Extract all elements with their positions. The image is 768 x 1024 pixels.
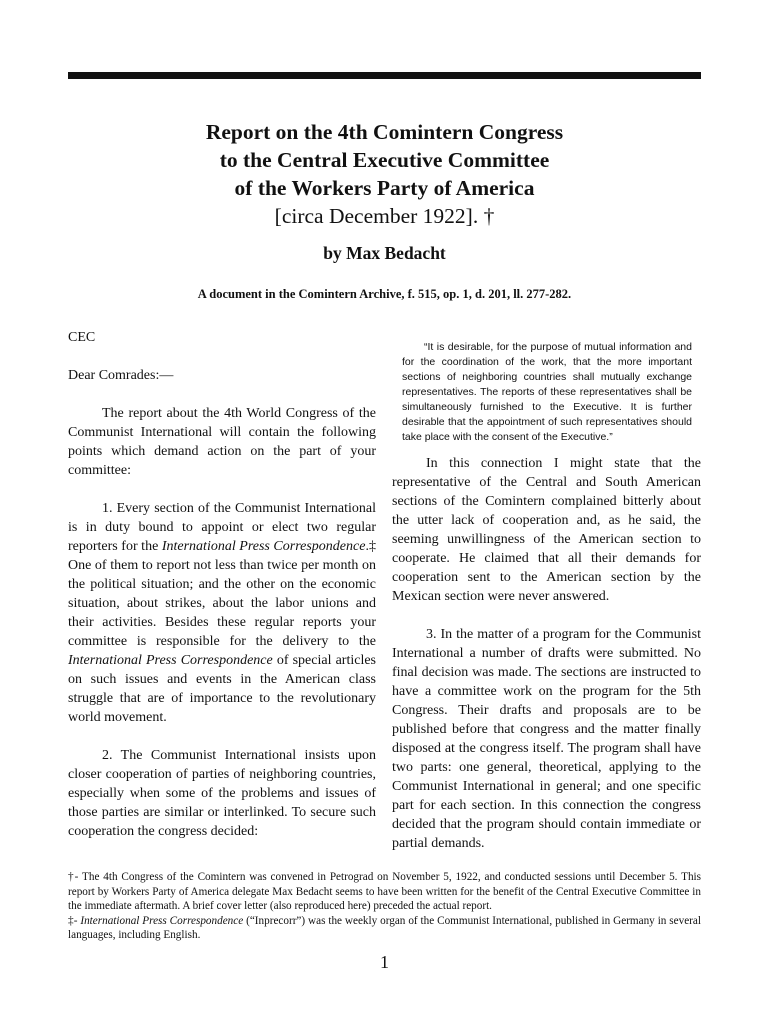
title-line: of the Workers Party of America bbox=[234, 176, 535, 200]
page-number: 1 bbox=[380, 952, 389, 972]
left-column bbox=[68, 328, 376, 860]
archive-source: A document in the Comintern Archive, f. 515, op. 1, d. 201, ll. 277-282. bbox=[197, 287, 572, 301]
block-quote bbox=[402, 340, 692, 445]
text-run: (“Inprecorr”) was the weekly organ of the Communist International, published in Germany in several languages, including English. bbox=[68, 914, 701, 941]
footnote bbox=[68, 914, 701, 943]
right-column bbox=[392, 454, 701, 872]
salutation-greeting: Dear Comrades:— bbox=[68, 368, 174, 383]
body-paragraph: 3. In the matter of a program for the Communist International a number of drafts were submitted. No final decision was made. The sections are instructed to have a committee work on the program for the 5th Congress. Their drafts and proposals are to be published before that congress and the matter finally disposed at the congress itself. The program shall have two parts: one general, theoretical, applying to the Communist International in general; and one specific part for each section. In this connection the congress decided that the program should contain immediate or partial demands. bbox=[392, 627, 701, 851]
body-paragraph: In this connection I might state that the representative of the Central and South American sections of the Comintern complained bitterly about the utter lack of cooperation and, as he said, the seeming unwillingness of the American section to cooperate. He claimed that all their demands for cooperation sent to the American section by the Mexican section were never answered. bbox=[392, 456, 701, 604]
body-paragraph bbox=[68, 499, 376, 727]
quote-text: “It is desirable, for the purpose of mutual information and for the coordination of the work, that the more important sections of neighboring countries shall mutually exchange representatives. The reports of these representatives shall be simultaneously furnished to the Executive. It is further desirable that the appointment of such representatives should take place with the consent of the Executive.” bbox=[402, 341, 692, 443]
author-byline: by Max Bedacht bbox=[323, 243, 446, 263]
header-rule bbox=[68, 72, 701, 79]
text-run: of special articles on such issues and events in the American class struggle that are of importance to the revolutionary world movement. bbox=[68, 653, 376, 725]
footnotes bbox=[68, 870, 701, 943]
text-run: .‡ One of them to report not less than twice per month on the political situation; and the other on the economic situation, about strikes, about the labor unions and their activities. Besides these regular reports your committee is responsible for the delivery to the bbox=[68, 539, 377, 649]
body-paragraph: 2. The Communist International insists upon closer cooperation of parties of neighboring countries, especially when some of the problems and issues of those parties are similar or interlinked. To secure such cooperation the congress decided: bbox=[68, 748, 376, 839]
publication-title: International Press Correspondence bbox=[80, 914, 244, 927]
publication-title: International Press Correspondence bbox=[161, 539, 366, 554]
footnote-marker: ‡- bbox=[68, 914, 81, 927]
footnote: †- The 4th Congress of the Comintern was convened in Petrograd on November 5, 1922, and conducted sessions until December 5. This report by Workers Party of America delegate Max Bedacht seems to have been written for the benefit of the Central Executive Committee in the immediate aftermath. A brief cover letter (also reproduced here) preceded the actual report. bbox=[68, 871, 701, 912]
document-title bbox=[68, 118, 701, 230]
body-paragraph: The report about the 4th World Congress of the Communist International will contain the following points which demand action on the part of your committee: bbox=[68, 406, 376, 478]
text-run: 1. Every section of the Communist International is in duty bound to appoint or elect two regular reporters for the bbox=[68, 501, 376, 554]
publication-title: International Press Correspondence bbox=[68, 653, 273, 668]
salutation-recipient: CEC bbox=[68, 330, 96, 345]
title-line: to the Central Executive Committee bbox=[219, 148, 550, 172]
title-date: [circa December 1922]. † bbox=[274, 204, 495, 228]
title-line: Report on the 4th Comintern Congress bbox=[205, 120, 564, 144]
